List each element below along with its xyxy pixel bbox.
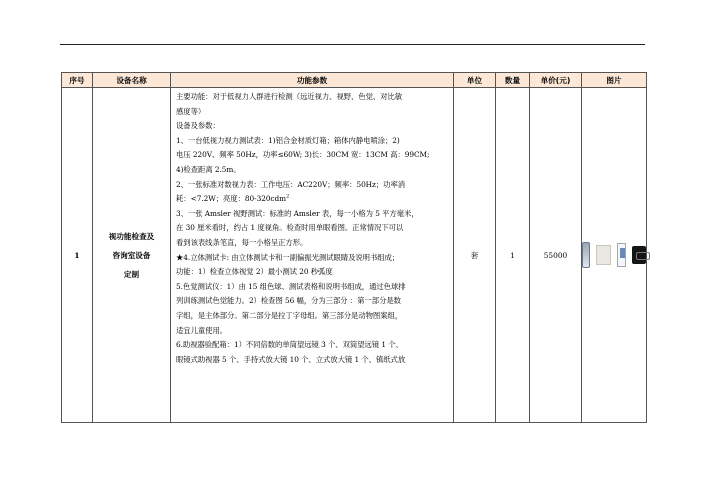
row-index: 1 bbox=[62, 88, 93, 423]
spec-line: 字组，是主体部分。第二部分是拉丁字母组。第三部分是动物图案组， bbox=[176, 310, 403, 320]
qty-cell: 1 bbox=[496, 88, 530, 423]
spec-line: 眼镜式助视器 5 个、手持式放大镜 10 个、立式放大镜 1 个、镇纸式放 bbox=[176, 354, 406, 364]
col-header-index: 序号 bbox=[62, 73, 93, 88]
spec-line: 1、一台低视力视力测试表：1)铝合金材质灯箱；箱体内静电喷涂；2) bbox=[176, 135, 400, 145]
col-header-unit: 单位 bbox=[454, 73, 496, 88]
col-header-name: 设备名称 bbox=[93, 73, 171, 88]
device-name-line: 咨询室设备 bbox=[112, 250, 151, 260]
light-box-image bbox=[582, 242, 590, 268]
spec-line: 6.助视器验配箱：1）不同倍数的单筒望远镜 3 个、双筒望远镜 1 个、 bbox=[176, 340, 403, 350]
spec-line: 适宜儿童使用。 bbox=[176, 325, 228, 335]
spec-line: 在 30 厘米看时，约占 1 度视角。检查时用单眼看图。正常情况下可以 bbox=[176, 223, 404, 233]
equipment-table bbox=[61, 72, 647, 423]
spec-line: 设备及参数： bbox=[176, 121, 220, 131]
unit-cell: 套 bbox=[454, 88, 496, 423]
table-row bbox=[62, 88, 647, 423]
kit-case-image bbox=[632, 246, 646, 264]
spec-line: 3、一张 Amsler 视野测试：标准的 Amsler 表，每一小格为 5 平方毫米， bbox=[176, 208, 419, 218]
device-name bbox=[93, 88, 171, 423]
spec-line: 5.色觉测试仪：1）由 15 组色球、测试表格和说明书组成，通过色球排 bbox=[176, 281, 406, 291]
spec-line: 电压 220V、频率 50Hz，功率≤60W; 3)长：30CM 宽：13CM 高：99CM; bbox=[176, 150, 430, 160]
image-cell bbox=[582, 88, 647, 423]
col-header-spec: 功能参数 bbox=[171, 73, 454, 88]
device-name-line: 视功能检查及 bbox=[108, 231, 155, 241]
spec-line-power-text: 耗：<7.2W；亮度：80-320cdm bbox=[176, 194, 287, 204]
price-cell: 55000 bbox=[530, 88, 582, 423]
spec-cell bbox=[171, 88, 454, 423]
col-header-qty: 数量 bbox=[496, 73, 530, 88]
header-row bbox=[62, 73, 647, 88]
spec-line: 感度等） bbox=[176, 106, 206, 116]
spec-line: 2、一张标准对数视力表：工作电压：AC220V；频率：50Hz；功率消 bbox=[176, 179, 406, 189]
test-card-image bbox=[617, 243, 626, 267]
spec-line: ★4.立体测试卡: 由立体测试卡和一副偏振光测试眼睛及说明书组成； bbox=[176, 252, 400, 262]
spec-line: 功能：1）检查立体视觉 2）最小测试 20 秒弧度 bbox=[176, 267, 333, 277]
spec-line-power bbox=[176, 192, 451, 207]
top-rule bbox=[60, 44, 645, 45]
col-header-price: 单价(元) bbox=[530, 73, 582, 88]
spec-line: 看到该表线条笔直，每一小格呈正方形。 bbox=[176, 237, 308, 247]
spec-line: 列训练测试色觉能力。2）检查图 56 幅，分为三部分 ：第一部分是数 bbox=[176, 296, 401, 306]
product-images bbox=[582, 242, 646, 268]
spec-line-power-sup: 2 bbox=[286, 193, 290, 200]
col-header-image: 图片 bbox=[582, 73, 647, 88]
spec-line: 主要功能：对于低视力人群进行检测（远近视力、视野、色觉、对比敏 bbox=[176, 92, 403, 101]
test-chart-image bbox=[596, 245, 611, 265]
device-name-line: 定制 bbox=[123, 269, 140, 279]
spec-line: 4)检查距离 2.5m。 bbox=[176, 164, 241, 174]
